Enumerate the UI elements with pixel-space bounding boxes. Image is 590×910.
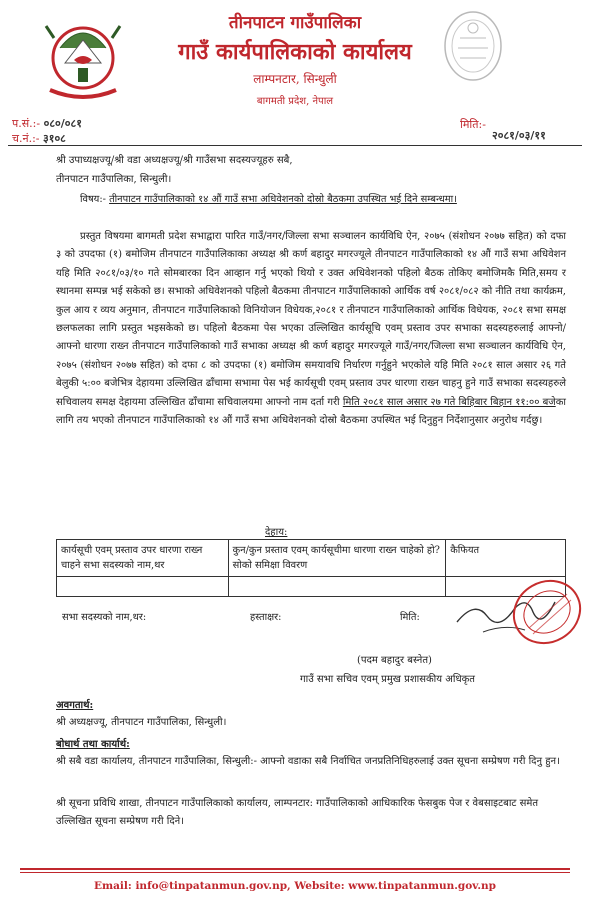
body-text-end: का लागि तय भएको तीनपाटन गाउँपालिकाको १४ औं गाउँ सभा अधिवेशनको दोस्रो बैठकमा उपस्थित भई दिनुहुन निर्देशानुसार अनुरोध गर्दछु। xyxy=(56,396,566,427)
recipient-line-1: श्री उपाध्यक्षज्यू/श्री वडा अध्यक्षज्यू/श्री गाउँसभा सदस्यज्यूहरु सबै, xyxy=(56,155,293,166)
fiscal-year-label: प.सं.:- xyxy=(12,117,44,130)
date-value: २०८१/०३/११ xyxy=(492,129,546,142)
signatory-name: (पदम बहादुर बस्नेत) xyxy=(357,655,432,666)
table-cell-empty xyxy=(57,577,229,597)
member-signature-field: हस्ताक्षर: xyxy=(250,612,282,623)
date-label: मिति:- xyxy=(460,118,486,131)
letter-number-label: च.नं.:- xyxy=(12,132,44,145)
footer-divider xyxy=(20,868,570,870)
body-text-main: प्रस्तुत विषयमा बागमती प्रदेश सभाद्वारा पारित गाउँ/नगर/जिल्ला सभा सञ्चालन कार्यविधि ऐन, २०७५ (संशोधन २०७७ सहित) को दफा ३ को उपदफा (१) बमोजिम तीनपाटन गाउँपालिकाका अध्यक्ष श्री कर्ण बहादुर मगरज्यूले तीनपाटन गाउँपालिकाको १४ औं गाउँ सभा अधिवेशन यहि मिति २०८१/०३/१० गते सोमबारका दिन आव्हान गर्नु भएको थियो र उक्त अधिवेशनको पहिलो बैठक तोकिए बमोजिमकै मिति,समय र स्थानमा सम्पन्न भई सकेको छ। सभाको अधिवेशनको पहिलो बैठकमा तीनपाटन गाउँपालिकाको आर्थिक वर्ष २०८१/०८२ को नीति तथा कार्यक्रम, कुल आय र व्यय अनुमान, तीनपाटन गाउँपालिकाको विनियोजन विधेयक,२०८१ र तीनपाटन गाउँपालिकाको आर्थिक विधेयक, २०८१ सभा समक्ष छलफलका लागि प्रस्तुत भइसकेको छ। पहिलो बैठकमा पेस भएका उल्लिखित कार्यसूचि एवम् प्रस्ताव उपर सभाका सदस्यहरुलाई आफ्नो/आफ्नो धारणा राख्न तीनपाटन गाउँपालिकाको गाउँ सभाका अध्यक्ष श्री कर्ण बहादुर मगरज्यूले गाउँ/नगर/जिल्ला सभा सञ्चालन कार्यविधि ऐन, २०७५ (संशोधन २०७७ सहित) को दफा ८ को उपदफा (१) बमोजिम समयावधि निर्धारण गर्नुहुने भएकोले यहि मिति २०८१ साल असार २६ गते बेलुकी ५:०० बजेभित्र देहायमा उल्लिखित ढाँचामा सभामा पेस भई कार्यसूची एवम् प्रस्ताव उपर धारणा राख्न चाहनु हुने गाउँ सभाका सदस्यहरुले सचिवालय समक्ष देहायमा उल्लिखित ढाँचामा सचिवालयमा आफ्नो नाम दर्ता गरी xyxy=(56,231,566,408)
letter-number-line xyxy=(12,131,66,146)
subject-label: विषय:- xyxy=(80,194,110,205)
signatory-title: गाउँ सभा सचिव एवम् प्रमुख प्रशासकीय अधिकृत xyxy=(300,674,476,685)
letter-body xyxy=(56,228,566,430)
province-country: बागमती प्रदेश, नेपाल xyxy=(256,96,334,107)
member-name-field: सभा सदस्यको नाम,थर: xyxy=(62,612,147,623)
header-divider xyxy=(8,145,582,146)
municipality-name: तीनपाटन गाउँपालिका xyxy=(228,13,362,33)
recipient-line-2: तीनपाटन गाउँपालिका, सिन्धुली। xyxy=(56,174,172,185)
information-heading: अवगतार्थ: xyxy=(56,700,94,711)
table-header-member-name: कार्यसूची एवम् प्रस्ताव उपर धारणा राख्न चाहने सभा सदस्यको नाम,थर xyxy=(57,540,229,577)
action-item-wards: श्री सबै वडा कार्यालय, तीनपाटन गाउँपालिका, सिन्धुली:- आफ्नो वडाका सबै निर्वाचित जनप्रतिनिधिहरुलाई उक्त सूचना सम्प्रेषण गरी दिनु हुन। xyxy=(56,756,560,767)
letter-number-value: ३१०८ xyxy=(43,132,66,145)
table-header-remarks: कैफियत xyxy=(446,540,566,577)
subject-line xyxy=(80,191,457,209)
table-cell-empty xyxy=(228,577,446,597)
form-heading: देहाय: xyxy=(265,527,288,538)
table-header-proposal: कुन/कुन प्रस्ताव एवम् कार्यसूचीमा धारणा राख्न चाहेको हो? सोको समिक्षा विवरण xyxy=(228,540,446,577)
office-address: लाम्पनटार, सिन्धुली xyxy=(253,72,337,86)
footer-contact: Email: info@tinpatanmun.gov.np, Website: www.tinpatanmun.gov.np xyxy=(94,880,496,892)
body-meeting-datetime: मिति २०८१ साल असार २७ गते बिहिबार बिहान ११:०० बजे xyxy=(342,396,556,408)
member-date-field: मिति: xyxy=(400,612,420,623)
table-header-row xyxy=(57,540,566,577)
footer-divider-thin xyxy=(20,872,570,873)
fiscal-year-line xyxy=(12,116,82,131)
official-signature-stamp xyxy=(455,572,585,652)
action-item-it-section: श्री सूचना प्रविधि शाखा, तीनपाटन गाउँपालिकाको कार्यालय, लाम्पनटार: गाउँपालिकाको आधिकारिक फेसबुक पेज र वेबसाइटबाट समेत उल्लिखित सूचना सम्प्रेषण गरी दिने। xyxy=(56,798,539,828)
office-name: गाउँ कार्यपालिकाको कार्यालय xyxy=(178,39,412,65)
information-recipient: श्री अध्यक्षज्यू, तीनपाटन गाउँपालिका, सिन्धुली। xyxy=(56,717,227,728)
action-heading: बोधार्थ तथा कार्यार्थ: xyxy=(56,739,130,750)
fiscal-year-value: ०८०/०८१ xyxy=(43,117,82,130)
subject-text: तीनपाटन गाउँपालिकाको १४ औं गाउँ सभा अधिवेशनको दोस्रो बैठकमा उपस्थित भई दिने सम्बन्धमा। xyxy=(109,194,457,205)
